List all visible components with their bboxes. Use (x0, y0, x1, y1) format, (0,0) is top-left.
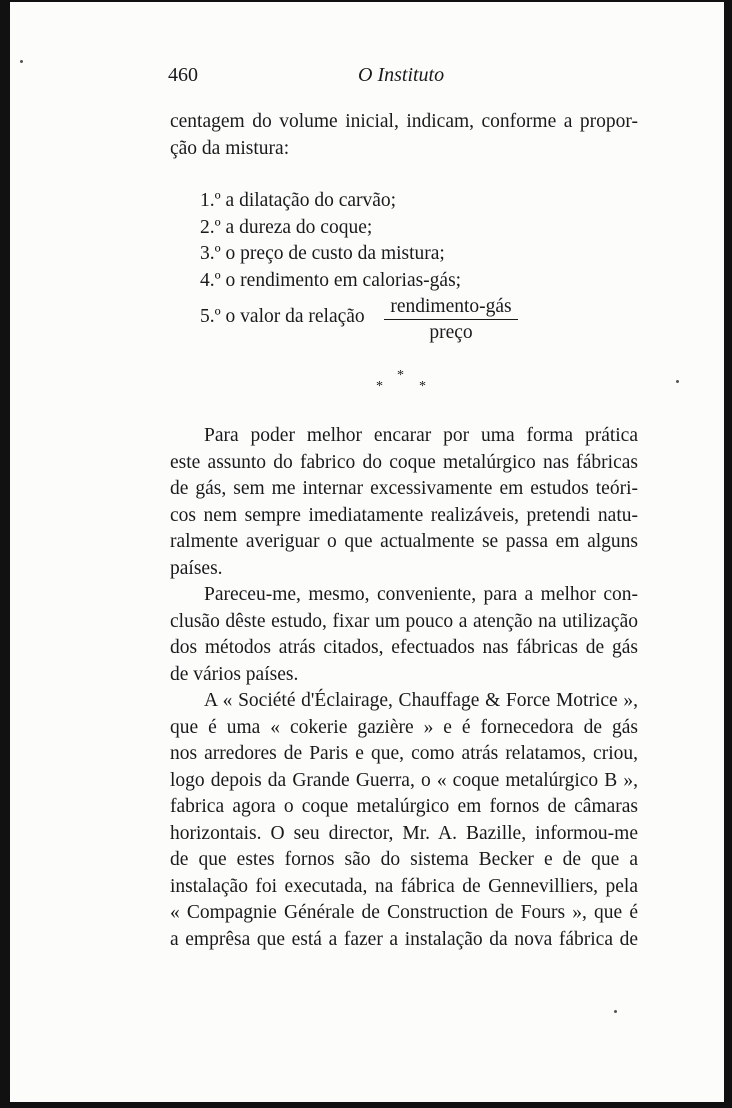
asterisk: * (419, 379, 426, 394)
list-item: 3.º o preço de custo da mistura; (200, 243, 445, 264)
asterisk: * (397, 368, 404, 383)
list-item: 4.º o rendimento em calorias-gás; (200, 269, 462, 291)
text-line: de gás, sem me internar excessivamente em estudos teóri- (170, 478, 638, 499)
fraction-numerator: rendimento-gás (390, 296, 512, 317)
paragraph (170, 423, 638, 582)
paragraph (170, 582, 638, 688)
intro-paragraph (170, 109, 638, 162)
text-line: A « Société d'Éclairage, Chauffage & Force Motrice », (204, 690, 638, 711)
asterism-separator (372, 368, 432, 398)
text-line: « Compagnie Générale de Construction de Fours », que é (170, 902, 638, 923)
running-title: O Instituto (358, 64, 445, 86)
text-line: logo depois da Grande Guerra, o « coque metalúrgico B », (170, 769, 638, 791)
text-line: fabrica agora o coque metalúrgico em fornos de câmaras (170, 796, 638, 817)
fraction-denominator: preço (429, 322, 473, 343)
body-text (170, 423, 638, 953)
paper-speck (20, 60, 23, 63)
paragraph (170, 688, 638, 953)
asterisk: * (376, 379, 383, 394)
text-line: cos nem sempre imediatamente realizáveis, pretendi natu- (170, 504, 638, 526)
paper-speck (676, 380, 679, 383)
fraction (384, 296, 518, 344)
list-item-label: 5.º o valor da relação (200, 306, 365, 327)
page-header (168, 64, 638, 92)
page-number: 460 (168, 64, 198, 86)
text-line: de vários países. (170, 663, 299, 685)
numbered-list (200, 188, 461, 294)
list-item: 1.º a dilatação do carvão; (200, 190, 397, 211)
text-line: a emprêsa que está a fazer a instalação da nova fábrica de (170, 928, 638, 950)
text-line: ção da mistura: (170, 137, 290, 159)
text-line: Para poder melhor encarar por uma forma prática (204, 425, 638, 446)
text-line: horizontais. O seu director, Mr. A. Bazille, informou-me (170, 822, 638, 844)
text-line: nos arredores de Paris e que, como atrás relatamos, criou, (170, 743, 638, 764)
paper-speck (614, 1010, 617, 1013)
text-line: ralmente averiguar o que actualmente se passa em alguns (170, 531, 638, 552)
fraction-bar (384, 319, 518, 320)
list-item: 2.º a dureza do coque; (200, 216, 373, 238)
text-line: clusão dêste estudo, fixar um pouco a atenção na utilização (170, 610, 638, 632)
text-line: dos métodos atrás citados, efectuados nas fábricas de gás (170, 637, 638, 658)
text-line: Pareceu-me, mesmo, conveniente, para a melhor con- (204, 584, 638, 605)
text-line: que é uma « cokerie gazière » e é fornecedora de gás (170, 716, 638, 738)
text-line: este assunto do fabrico do coque metalúrgico nas fábricas (170, 451, 638, 473)
list-item-fraction (200, 296, 530, 348)
text-line: países. (170, 557, 223, 579)
text-line: de que estes fornos são do sistema Becker e de que a (170, 849, 638, 870)
text-line: centagem do volume inicial, indicam, conforme a propor- (170, 111, 638, 132)
text-line: instalação foi executada, na fábrica de Gennevilliers, pela (170, 875, 638, 897)
